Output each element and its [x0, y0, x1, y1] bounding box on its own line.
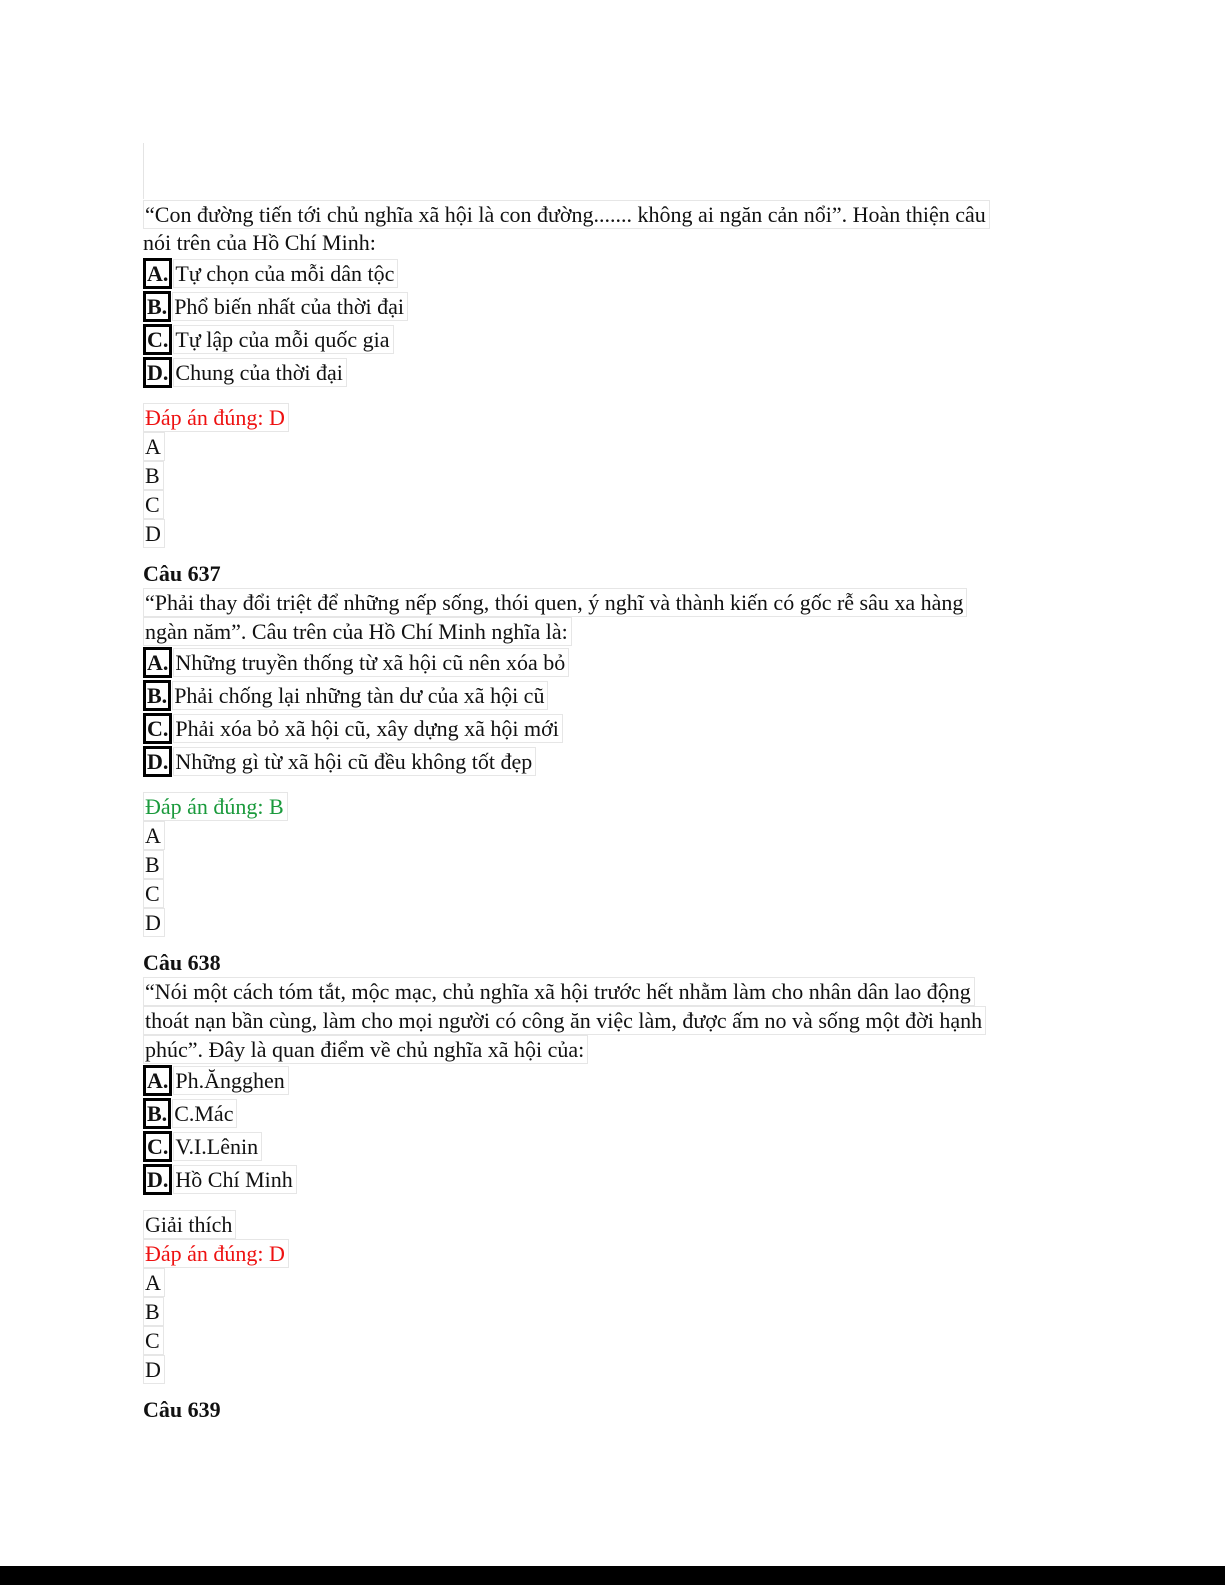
- choice-b: B: [143, 850, 164, 879]
- question-stem-line: nói trên của Hồ Chí Minh:: [143, 230, 376, 255]
- correct-answer: Đáp án đúng: D: [143, 403, 289, 432]
- option-a[interactable]: [143, 646, 1063, 679]
- option-letter: A.: [143, 1065, 172, 1096]
- option-text: Tự lập của mỗi quốc gia: [173, 325, 393, 354]
- option-letter: D.: [143, 1164, 172, 1195]
- option-text: Ph.Ăngghen: [173, 1066, 288, 1095]
- choice-c: C: [143, 879, 164, 908]
- question-stem-line: “Nói một cách tóm tắt, mộc mạc, chủ nghĩa xã hội trước hết nhằm làm cho nhân dân lao động: [143, 977, 975, 1006]
- option-letter: B.: [143, 680, 171, 711]
- question-638: [143, 949, 1063, 1396]
- choice-b: B: [143, 461, 164, 490]
- option-text: Tự chọn của mỗi dân tộc: [173, 259, 398, 288]
- option-a[interactable]: [143, 257, 1063, 290]
- choice-a: A: [143, 821, 165, 850]
- question-title: Câu 638: [143, 950, 221, 975]
- choice-c: C: [143, 490, 164, 519]
- option-letter: A.: [143, 647, 172, 678]
- explanation-label: Giải thích: [143, 1210, 236, 1239]
- question-636: [143, 200, 1063, 560]
- choice-a: A: [143, 432, 165, 461]
- option-d[interactable]: [143, 1163, 1063, 1196]
- option-letter: D.: [143, 357, 172, 388]
- question-stem-line: “Con đường tiến tới chủ nghĩa xã hội là con đường....... không ai ngăn cản nổi”. Hoàn thiện câu: [143, 200, 990, 229]
- option-text: Phổ biến nhất của thời đại: [172, 292, 408, 321]
- option-letter: B.: [143, 1098, 171, 1129]
- option-text: Những truyền thống từ xã hội cũ nên xóa bỏ: [173, 648, 569, 677]
- question-title: Câu 637: [143, 561, 221, 586]
- option-c[interactable]: [143, 1130, 1063, 1163]
- option-text: Những gì từ xã hội cũ đều không tốt đẹp: [173, 747, 536, 776]
- quiz-content: [143, 200, 1063, 1424]
- option-letter: C.: [143, 324, 172, 355]
- option-d[interactable]: [143, 356, 1063, 389]
- question-stem-line: “Phải thay đổi triệt để những nếp sống, thói quen, ý nghĩ và thành kiến có gốc rễ sâu xa hàng: [143, 588, 967, 617]
- option-c[interactable]: [143, 323, 1063, 356]
- option-text: V.I.Lênin: [173, 1132, 262, 1161]
- option-text: Phải xóa bỏ xã hội cũ, xây dựng xã hội mới: [173, 714, 562, 743]
- option-d[interactable]: [143, 745, 1063, 778]
- question-stem-line: ngàn năm”. Câu trên của Hồ Chí Minh nghĩa là:: [143, 617, 572, 646]
- correct-answer: Đáp án đúng: B: [143, 792, 288, 821]
- question-639: [143, 1396, 1063, 1424]
- empty-text-block: [143, 143, 144, 199]
- choice-a: A: [143, 1268, 165, 1297]
- choice-c: C: [143, 1326, 164, 1355]
- choice-b: B: [143, 1297, 164, 1326]
- option-text: C.Mác: [172, 1099, 237, 1128]
- option-b[interactable]: [143, 679, 1063, 712]
- choice-d: D: [143, 908, 165, 937]
- question-stem-line: thoát nạn bần cùng, làm cho mọi người có công ăn việc làm, được ấm no và sống một đời hạnh: [143, 1006, 986, 1035]
- option-b[interactable]: [143, 1097, 1063, 1130]
- option-c[interactable]: [143, 712, 1063, 745]
- choice-d: D: [143, 519, 165, 548]
- option-b[interactable]: [143, 290, 1063, 323]
- choice-d: D: [143, 1355, 165, 1384]
- option-letter: D.: [143, 746, 172, 777]
- page-bottom-bar: [0, 1566, 1225, 1585]
- option-letter: C.: [143, 713, 172, 744]
- option-letter: C.: [143, 1131, 172, 1162]
- question-title: Câu 639: [143, 1397, 221, 1422]
- option-letter: A.: [143, 258, 172, 289]
- option-letter: B.: [143, 291, 171, 322]
- option-a[interactable]: [143, 1064, 1063, 1097]
- option-text: Chung của thời đại: [173, 358, 346, 387]
- correct-answer: Đáp án đúng: D: [143, 1239, 289, 1268]
- question-637: [143, 560, 1063, 949]
- option-text: Phải chống lại những tàn dư của xã hội cũ: [172, 681, 548, 710]
- option-text: Hồ Chí Minh: [173, 1165, 296, 1194]
- question-stem-line: phúc”. Đây là quan điểm về chủ nghĩa xã hội của:: [143, 1035, 588, 1064]
